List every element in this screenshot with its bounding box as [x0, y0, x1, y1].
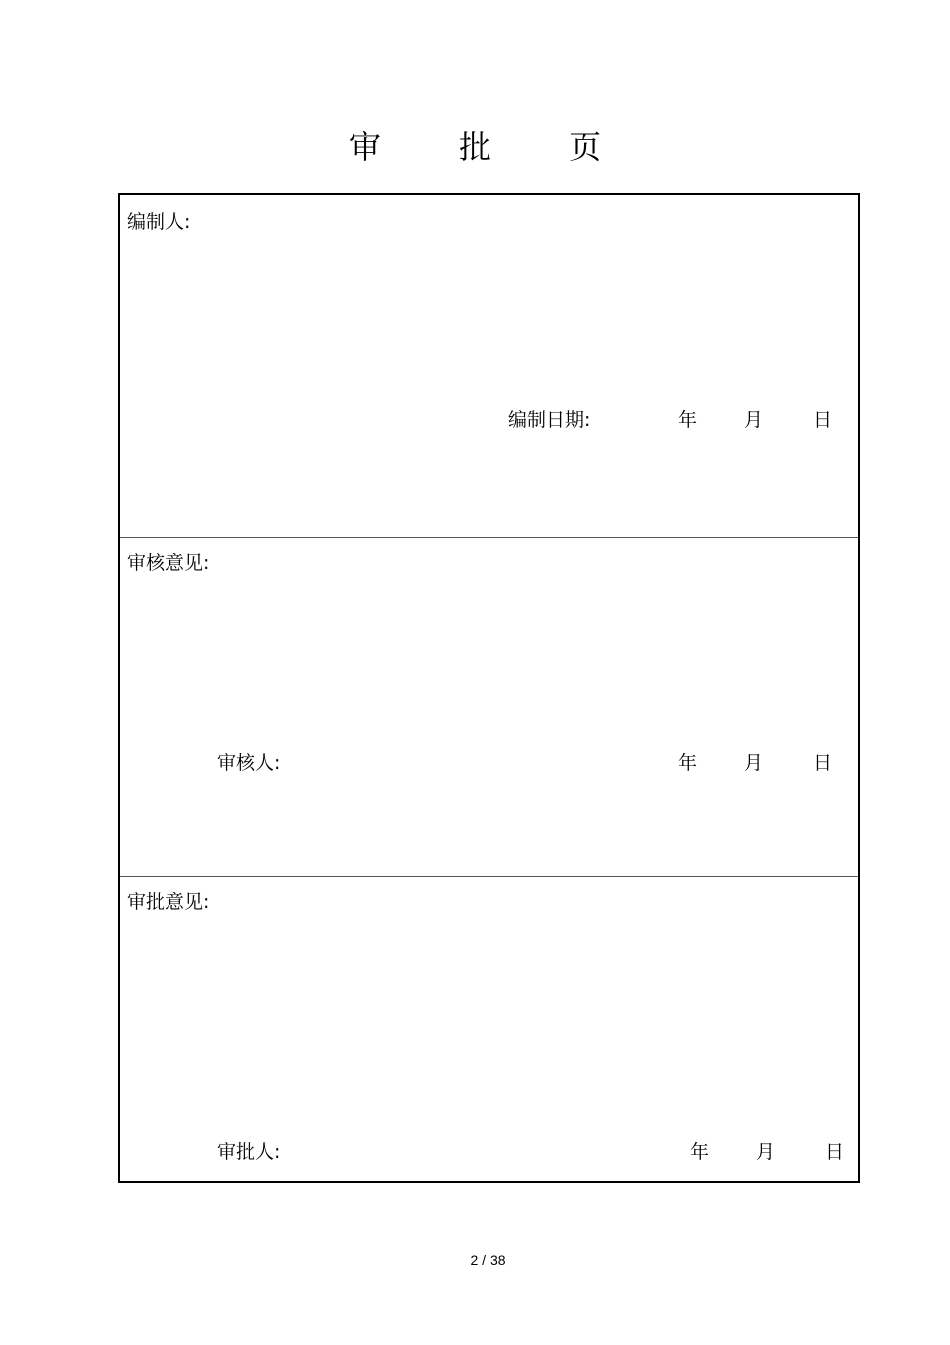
- day-label: 日: [813, 752, 833, 774]
- day-label: 日: [825, 1141, 845, 1163]
- month-label: 月: [744, 752, 764, 774]
- month-label: 月: [756, 1141, 776, 1163]
- year-label: 年: [678, 752, 698, 774]
- approval-opinion-label: 审批意见:: [127, 891, 210, 913]
- reviewer-label: 审核人:: [217, 752, 281, 774]
- approver-label: 审批人:: [217, 1141, 281, 1163]
- day-label: 日: [813, 409, 833, 431]
- approval-form: [118, 193, 860, 1183]
- review-section: [120, 538, 858, 877]
- review-opinion-label: 审核意见:: [127, 552, 210, 574]
- page-number: 2 / 38: [470, 1252, 506, 1268]
- page-title: 审 批 页: [348, 128, 636, 166]
- month-label: 月: [744, 409, 764, 431]
- year-label: 年: [678, 409, 698, 431]
- prepare-date-label: 编制日期:: [508, 409, 591, 431]
- preparer-label: 编制人:: [127, 211, 191, 233]
- preparer-section: [120, 195, 858, 538]
- approval-section: [120, 877, 858, 1183]
- year-label: 年: [690, 1141, 710, 1163]
